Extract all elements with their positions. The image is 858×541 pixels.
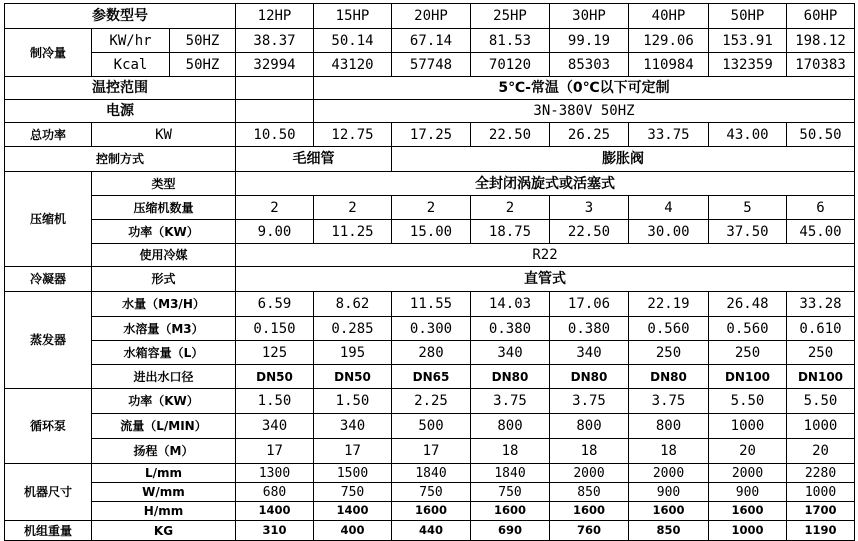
value-cell: 26.25 bbox=[550, 123, 629, 147]
value-cell: 900 bbox=[629, 483, 709, 502]
value-cell: 2000 bbox=[629, 464, 709, 483]
value-cell: 1190 bbox=[787, 521, 855, 541]
value-cell: DN50 bbox=[314, 365, 392, 389]
model-header-cell: 25HP bbox=[471, 4, 550, 29]
table-row bbox=[5, 267, 855, 292]
value-cell: 20 bbox=[709, 439, 787, 464]
condenser-label: 冷凝器 bbox=[5, 267, 92, 292]
condenser-form-label: 形式 bbox=[92, 267, 236, 292]
value-cell: 43.00 bbox=[709, 123, 787, 147]
value-cell: 11.25 bbox=[314, 220, 392, 244]
value-cell: 800 bbox=[629, 414, 709, 439]
value-cell: 1400 bbox=[314, 502, 392, 521]
model-header-cell: 20HP bbox=[392, 4, 471, 29]
dimensions-label: 机器尺寸 bbox=[5, 464, 92, 521]
value-cell: 10.50 bbox=[236, 123, 314, 147]
value-cell: 310 bbox=[236, 521, 314, 541]
value-cell: 1000 bbox=[787, 414, 855, 439]
value-cell: 198.12 bbox=[787, 29, 855, 53]
value-cell: 900 bbox=[709, 483, 787, 502]
value-cell: 12.75 bbox=[314, 123, 392, 147]
value-cell: 17 bbox=[314, 439, 392, 464]
cooling-label: 制冷量 bbox=[5, 29, 92, 77]
table-row bbox=[5, 147, 855, 172]
value-cell: 0.560 bbox=[629, 317, 709, 341]
value-cell: 750 bbox=[314, 483, 392, 502]
value-cell: 2000 bbox=[550, 464, 629, 483]
value-cell: 340 bbox=[471, 341, 550, 365]
table-row bbox=[5, 317, 855, 341]
value-cell: 3.75 bbox=[629, 389, 709, 414]
value-cell: 1300 bbox=[236, 464, 314, 483]
value-cell: 22.50 bbox=[471, 123, 550, 147]
value-cell: DN65 bbox=[392, 365, 471, 389]
value-cell: 9.00 bbox=[236, 220, 314, 244]
evaporator-label: 蒸发器 bbox=[5, 292, 92, 389]
value-cell: 0.300 bbox=[392, 317, 471, 341]
value-cell: 1600 bbox=[629, 502, 709, 521]
value-cell: 99.19 bbox=[550, 29, 629, 53]
value-cell: 45.00 bbox=[787, 220, 855, 244]
value-cell: 32994 bbox=[236, 53, 314, 77]
model-header-cell: 12HP bbox=[236, 4, 314, 29]
spacer-cell bbox=[236, 77, 314, 100]
value-cell: 18.75 bbox=[471, 220, 550, 244]
table-row bbox=[5, 77, 855, 100]
value-cell: 340 bbox=[550, 341, 629, 365]
evaporator-row-label: 水箱容量（L） bbox=[92, 341, 236, 365]
value-cell: 18 bbox=[471, 439, 550, 464]
control-label: 控制方式 bbox=[5, 147, 236, 172]
compressor-power-label: 功率（KW） bbox=[92, 220, 236, 244]
value-cell: 0.150 bbox=[236, 317, 314, 341]
value-cell: 85303 bbox=[550, 53, 629, 77]
table-row bbox=[5, 389, 855, 414]
pump-label: 循环泵 bbox=[5, 389, 92, 464]
power-supply-label: 电源 bbox=[5, 100, 236, 123]
compressor-type-label: 类型 bbox=[92, 172, 236, 196]
value-cell: 1600 bbox=[550, 502, 629, 521]
evaporator-row-label: 水量（M3/H） bbox=[92, 292, 236, 317]
control-value-b: 膨胀阀 bbox=[392, 147, 855, 172]
value-cell: 0.380 bbox=[550, 317, 629, 341]
value-cell: 680 bbox=[236, 483, 314, 502]
value-cell: 17.25 bbox=[392, 123, 471, 147]
table-row bbox=[5, 365, 855, 389]
value-cell: 14.03 bbox=[471, 292, 550, 317]
value-cell: 33.75 bbox=[629, 123, 709, 147]
value-cell: 750 bbox=[471, 483, 550, 502]
compressor-type-value: 全封闭涡旋式或活塞式 bbox=[236, 172, 855, 196]
value-cell: 1700 bbox=[787, 502, 855, 521]
value-cell: 170383 bbox=[787, 53, 855, 77]
value-cell: 690 bbox=[471, 521, 550, 541]
value-cell: DN80 bbox=[550, 365, 629, 389]
freq-cell: 50HZ bbox=[170, 53, 236, 77]
value-cell: 400 bbox=[314, 521, 392, 541]
table-row bbox=[5, 502, 855, 521]
value-cell: DN50 bbox=[236, 365, 314, 389]
value-cell: 57748 bbox=[392, 53, 471, 77]
table-row bbox=[5, 341, 855, 365]
value-cell: 70120 bbox=[471, 53, 550, 77]
value-cell: DN100 bbox=[709, 365, 787, 389]
value-cell: 500 bbox=[392, 414, 471, 439]
value-cell: DN100 bbox=[787, 365, 855, 389]
value-cell: 1000 bbox=[787, 483, 855, 502]
value-cell: 0.380 bbox=[471, 317, 550, 341]
value-cell: 0.285 bbox=[314, 317, 392, 341]
value-cell: 195 bbox=[314, 341, 392, 365]
value-cell: 81.53 bbox=[471, 29, 550, 53]
table-row bbox=[5, 292, 855, 317]
value-cell: 750 bbox=[392, 483, 471, 502]
table-row bbox=[5, 53, 855, 77]
value-cell: 18 bbox=[629, 439, 709, 464]
value-cell: 15.00 bbox=[392, 220, 471, 244]
value-cell: 33.28 bbox=[787, 292, 855, 317]
value-cell: 1600 bbox=[471, 502, 550, 521]
evaporator-row-label: 水溶量（M3） bbox=[92, 317, 236, 341]
value-cell: 43120 bbox=[314, 53, 392, 77]
value-cell: 0.610 bbox=[787, 317, 855, 341]
value-cell: 110984 bbox=[629, 53, 709, 77]
value-cell: 760 bbox=[550, 521, 629, 541]
unit-cell: KW/hr bbox=[92, 29, 170, 53]
value-cell: 5 bbox=[709, 196, 787, 220]
value-cell: 1.50 bbox=[236, 389, 314, 414]
compressor-label: 压缩机 bbox=[5, 172, 92, 267]
value-cell: 440 bbox=[392, 521, 471, 541]
model-header-cell: 50HP bbox=[709, 4, 787, 29]
model-header-cell: 30HP bbox=[550, 4, 629, 29]
value-cell: 1600 bbox=[392, 502, 471, 521]
model-header-cell: 15HP bbox=[314, 4, 392, 29]
value-cell: 50.50 bbox=[787, 123, 855, 147]
value-cell: 17 bbox=[392, 439, 471, 464]
pump-row-label: 功率（KW） bbox=[92, 389, 236, 414]
value-cell: 6 bbox=[787, 196, 855, 220]
value-cell: 250 bbox=[787, 341, 855, 365]
pump-row-label: 扬程（M） bbox=[92, 439, 236, 464]
value-cell: 2000 bbox=[709, 464, 787, 483]
value-cell: 17 bbox=[236, 439, 314, 464]
table-row bbox=[5, 464, 855, 483]
table-row bbox=[5, 100, 855, 123]
value-cell: 250 bbox=[629, 341, 709, 365]
model-header-cell: 40HP bbox=[629, 4, 709, 29]
value-cell: 4 bbox=[629, 196, 709, 220]
value-cell: 2 bbox=[314, 196, 392, 220]
dimensions-row-label: H/mm bbox=[92, 502, 236, 521]
value-cell: 18 bbox=[550, 439, 629, 464]
temp-range-label: 温控范围 bbox=[5, 77, 236, 100]
value-cell: 5.50 bbox=[709, 389, 787, 414]
value-cell: 2.25 bbox=[392, 389, 471, 414]
unit-cell: KG bbox=[92, 521, 236, 541]
value-cell: 3.75 bbox=[550, 389, 629, 414]
spacer-cell bbox=[236, 100, 314, 123]
table-row bbox=[5, 483, 855, 502]
value-cell: 800 bbox=[471, 414, 550, 439]
value-cell: 1500 bbox=[314, 464, 392, 483]
total-power-label: 总功率 bbox=[5, 123, 92, 147]
value-cell: 0.560 bbox=[709, 317, 787, 341]
unit-cell: KW bbox=[92, 123, 236, 147]
value-cell: 1000 bbox=[709, 521, 787, 541]
value-cell: 153.91 bbox=[709, 29, 787, 53]
weight-label: 机组重量 bbox=[5, 521, 92, 541]
value-cell: 37.50 bbox=[709, 220, 787, 244]
value-cell: 1000 bbox=[709, 414, 787, 439]
value-cell: 3 bbox=[550, 196, 629, 220]
value-cell: 1840 bbox=[471, 464, 550, 483]
control-value-a: 毛细管 bbox=[236, 147, 392, 172]
value-cell: 20 bbox=[787, 439, 855, 464]
value-cell: 2 bbox=[392, 196, 471, 220]
value-cell: 1.50 bbox=[314, 389, 392, 414]
value-cell: 2 bbox=[471, 196, 550, 220]
value-cell: 2280 bbox=[787, 464, 855, 483]
value-cell: 8.62 bbox=[314, 292, 392, 317]
value-cell: 340 bbox=[236, 414, 314, 439]
refrigerant-value: R22 bbox=[236, 244, 855, 267]
evaporator-row-label: 进出水口径 bbox=[92, 365, 236, 389]
value-cell: 1400 bbox=[236, 502, 314, 521]
table-row bbox=[5, 439, 855, 464]
unit-cell: Kcal bbox=[92, 53, 170, 77]
table-row bbox=[5, 29, 855, 53]
spec-table bbox=[4, 3, 855, 541]
header-row bbox=[5, 4, 855, 29]
value-cell: 850 bbox=[550, 483, 629, 502]
value-cell: DN80 bbox=[471, 365, 550, 389]
table-row bbox=[5, 196, 855, 220]
value-cell: 30.00 bbox=[629, 220, 709, 244]
value-cell: 50.14 bbox=[314, 29, 392, 53]
value-cell: 280 bbox=[392, 341, 471, 365]
value-cell: 6.59 bbox=[236, 292, 314, 317]
power-supply-value: 3N-380V 50HZ bbox=[314, 100, 855, 123]
value-cell: 850 bbox=[629, 521, 709, 541]
value-cell: 11.55 bbox=[392, 292, 471, 317]
value-cell: 2 bbox=[236, 196, 314, 220]
model-header-cell: 60HP bbox=[787, 4, 855, 29]
table-row bbox=[5, 220, 855, 244]
value-cell: 5.50 bbox=[787, 389, 855, 414]
value-cell: 1840 bbox=[392, 464, 471, 483]
refrigerant-label: 使用冷媒 bbox=[92, 244, 236, 267]
value-cell: 132359 bbox=[709, 53, 787, 77]
value-cell: 800 bbox=[550, 414, 629, 439]
value-cell: 26.48 bbox=[709, 292, 787, 317]
value-cell: 250 bbox=[709, 341, 787, 365]
dimensions-row-label: L/mm bbox=[92, 464, 236, 483]
value-cell: 67.14 bbox=[392, 29, 471, 53]
temp-range-value: 5℃-常温（0℃以下可定制 bbox=[314, 77, 855, 100]
dimensions-row-label: W/mm bbox=[92, 483, 236, 502]
value-cell: 340 bbox=[314, 414, 392, 439]
value-cell: 38.37 bbox=[236, 29, 314, 53]
value-cell: 22.50 bbox=[550, 220, 629, 244]
value-cell: 1600 bbox=[709, 502, 787, 521]
value-cell: 125 bbox=[236, 341, 314, 365]
value-cell: DN80 bbox=[629, 365, 709, 389]
table-row bbox=[5, 244, 855, 267]
freq-cell: 50HZ bbox=[170, 29, 236, 53]
pump-row-label: 流量（L/MIN） bbox=[92, 414, 236, 439]
condenser-form-value: 直管式 bbox=[236, 267, 855, 292]
value-cell: 129.06 bbox=[629, 29, 709, 53]
table-row bbox=[5, 414, 855, 439]
value-cell: 3.75 bbox=[471, 389, 550, 414]
value-cell: 22.19 bbox=[629, 292, 709, 317]
table-row bbox=[5, 123, 855, 147]
value-cell: 17.06 bbox=[550, 292, 629, 317]
model-header-label: 参数型号 bbox=[5, 4, 236, 29]
compressor-count-label: 压缩机数量 bbox=[92, 196, 236, 220]
table-row bbox=[5, 172, 855, 196]
